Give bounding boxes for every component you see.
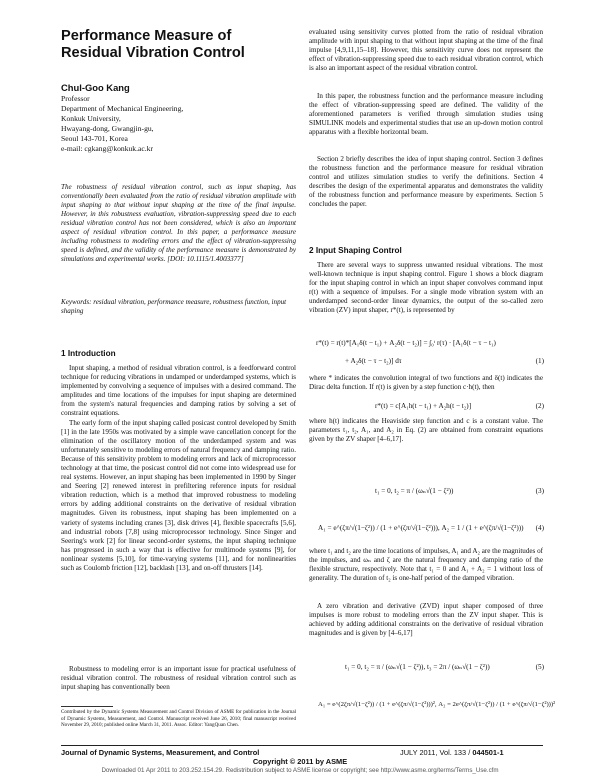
author-line: Konkuk University, bbox=[61, 114, 121, 123]
author-email: e-mail: cgkang@konkuk.ac.kr bbox=[61, 144, 153, 153]
equation-5-line-1: t₁ = 0, t₂ = π / (ωₙ√(1 − ζ²)), t₃ = 2π / (ωₙ√(1 − ζ²)) bbox=[345, 663, 490, 671]
footnote: Contributed by the Dynamic Systems Measurement and Control Division of ASME for publication in the Journal of Dynamic Systems, Measurement, and Control. Manuscript received June 26, 2010; final manuscript received November 29, 2010; published online March 31, 2011. Assoc. Editor: YangQuan Chen. bbox=[61, 709, 296, 729]
issue-info bbox=[400, 748, 504, 757]
equation-5-line-2: A₁ = e^(2ζπ/√(1−ζ²)) / (1 + e^(ζπ/√(1−ζ²)))², A₂ = 2e^(ζπ/√(1−ζ²)) / (1 + e^(ζπ/√(1−ζ²)))² bbox=[318, 701, 556, 708]
footnote-rule bbox=[61, 706, 113, 707]
equation-4: A₁ = e^(ζπ/√(1−ζ²)) / (1 + e^(ζπ/√(1−ζ²))), A₂ = 1 / (1 + e^(ζπ/√(1−ζ²))) bbox=[318, 524, 524, 532]
paper-title: Performance Measure of Residual Vibration Control bbox=[61, 28, 245, 61]
equation-number-3: (3) bbox=[535, 487, 544, 495]
author-line: Seoul 143-701, Korea bbox=[61, 134, 128, 143]
equation-number-4: (4) bbox=[535, 524, 544, 532]
right-paragraph-5: where * indicates the convolution integral of two functions and δ(t) indicates the Dirac delta function. If r(t) is given by a step function c·h(t), then bbox=[309, 374, 543, 392]
equation-3: t₁ = 0, t₂ = π / (ωₙ√(1 − ζ²)) bbox=[375, 487, 454, 495]
intro-paragraph-3: Robustness to modeling error is an important issue for practical usefulness of residual vibration control. The robustness of residual vibration control such as input shaping has conventionally been bbox=[61, 665, 296, 692]
abstract: The robustness of residual vibration control, such as input shaping, has conventionally been evaluated from the ratio of residual vibration amplitude with input shaping to that without input shaping at the time of the final impulse. However, in this robustness evaluation, vibration-suppressing speed due to each residual vibration control has not been considered, which is also an important aspect of residual vibration control. In this paper, a performance measure including robustness to modeling errors and the effect of vibration-suppressing speed is defined, and the validity of the performance measure is demonstrated by simulations and experimental works. [DOI: 10.1115/1.4003377] bbox=[61, 183, 296, 264]
right-paragraph-3: Section 2 briefly describes the idea of input shaping control. Section 3 defines the robustness function and the performance measure for residual vibration control and utilizes simulation studies to verify the definitions. Section 4 describes the design of the experimental apparatus and demonstrates the validity of the robustness function and performance measure by experiments. Section 5 concludes the paper. bbox=[309, 155, 543, 209]
journal-name: Journal of Dynamic Systems, Measurement, and Control bbox=[61, 748, 260, 757]
right-paragraph-7: where t₁ and t₂ are the time locations of impulses, A₁ and A₂ are the magnitudes of the impulses, and ωₙ and ζ are the natural frequency and damping ratio of the flexible structure, respectively. Note that t₁ = 0 and A₁ + A₂ = 1 without loss of generality. The duration of t₂ is one-half period of the damped vibration. bbox=[309, 547, 543, 583]
author-line: Hwayang-dong, Gwangjin-gu, bbox=[61, 124, 154, 133]
right-paragraph-8: A zero vibration and derivative (ZVD) input shaper composed of three impulses is more robust to modeling errors than the ZV input shaper. This is achieved by adding additional constraints on the derivative of residual vibration magnitudes and is given by [4–6,17] bbox=[309, 602, 543, 638]
copyright: Copyright © 2011 by ASME bbox=[252, 757, 348, 766]
equation-number-5: (5) bbox=[535, 663, 544, 671]
keywords: Keywords: residual vibration, performance measure, robustness function, input shaping bbox=[61, 298, 287, 316]
footer-rule bbox=[61, 745, 543, 746]
equation-1-line-1: r*(t) = r(t)*[A₁δ(t − t₁) + A₂δ(t − t₂)] = ∫₀ᵗ r(τ) · [A₁δ(t − τ − t₁) bbox=[316, 339, 496, 347]
right-paragraph-4: There are several ways to suppress unwanted residual vibrations. The most well-known technique is input shaping control. Figure 1 shows a block diagram for the input shaping control in which an input shaper convolves command input r(t) with a sequence of impulses. For a single mode vibration system with an underdamped second-order linear dynamics, the output of the so-called zero vibration (ZV) input shaper, r*(t), is represented by bbox=[309, 261, 543, 315]
issue-date-volume: JULY 2011, Vol. 133 / bbox=[400, 748, 473, 757]
author-block bbox=[61, 82, 296, 154]
right-paragraph-1: evaluated using sensitivity curves plotted from the ratio of residual vibration amplitude with input shaping to that without input shaping at the time of the final impulse [4,9,11,15–18]. However, this sensitivity curve does not represent the effect of vibration-suppressing speed due to each residual vibration control, which is also an important aspect of the residual vibration control. bbox=[309, 28, 543, 73]
right-paragraph-2: In this paper, the robustness function and the performance measure including the effect of vibration-suppressing speed are defined. The validity of the aforementioned parameters is verified through simulation studies using SIMULINK models and experimental studies that use an up-down motion control apparatus with a flexible horizontal beam. bbox=[309, 92, 543, 137]
download-notice: Downloaded 01 Apr 2011 to 203.252.154.29. Redistribution subject to ASME license or copyright; see http://www.asme.org/terms/Terms_Use.cfm bbox=[101, 767, 499, 774]
equation-2: r*(t) = c[A₁h(t − t₁) + A₂h(t − t₂)] bbox=[375, 402, 472, 410]
equation-1-line-2: + A₂δ(t − τ − t₂)] dτ bbox=[345, 357, 402, 365]
author-line: Professor bbox=[61, 94, 90, 103]
article-number: 044501-1 bbox=[472, 748, 504, 757]
intro-paragraph-1: Input shaping, a method of residual vibration control, is a feedforward control technique for reducing vibrations in undamped or underdamped systems, which is implemented by convolving a sequence of impulses with a desired command. The amplitudes and time locations of the impulses for input shaping are determined from the system's natural frequencies and damping ratios by solving a set of constraint equations. bbox=[61, 364, 296, 418]
author-name: Chul-Goo Kang bbox=[61, 82, 130, 93]
intro-paragraph-2: The early form of the input shaping called posicast control developed by Smith [1] in the late 1950s was motivated by a simple wave cancellation concept for the elimination of the oscillatory motion of the underdamped system and was unfortunately sensitive to modeling errors of natural frequency and damping ratio. Because of this sensitivity problem to modeling errors and lack of microprocessor technology at that time, the posicast control did not come into widespread use for real systems. However, an input shaping has been implemented in 1990 by Singer and Seering [2] renewed interest in prefiltering reference inputs for residual vibration reduction, which is a method that improved robustness to modeling errors by adding additional constraints on the derivative of residual vibration magnitudes. Given its robustness, input shaping has been implemented on a variety of systems including cranes [3], disk drives [4], flexible spacecrafts [5,6], and industrial robots [7,8] using microprocessor technology. Since Singer and Seering's work [2] for linear second-order systems, the input shaping technique has progressed in such a way that is effective for multimode systems [9], for nonlinear systems [5,10], for time-varying systems [11], and for nonlinearities such as Coulomb friction [12], backlash [13], and on-off thrusters [14]. bbox=[61, 419, 296, 572]
right-paragraph-6: where h(t) indicates the Heaviside step function and c is a constant value. The parameters t₁, t₂, A₁, and A₂ in Eq. (2) are obtained from constraint equations given by the ZV shaper [4–6,17]. bbox=[309, 417, 543, 444]
author-line: Department of Mechanical Engineering, bbox=[61, 104, 184, 113]
equation-number-2: (2) bbox=[535, 402, 544, 410]
section-heading-input-shaping: 2 Input Shaping Control bbox=[309, 246, 402, 255]
equation-number-1: (1) bbox=[535, 357, 544, 365]
section-heading-introduction: 1 Introduction bbox=[61, 349, 116, 358]
